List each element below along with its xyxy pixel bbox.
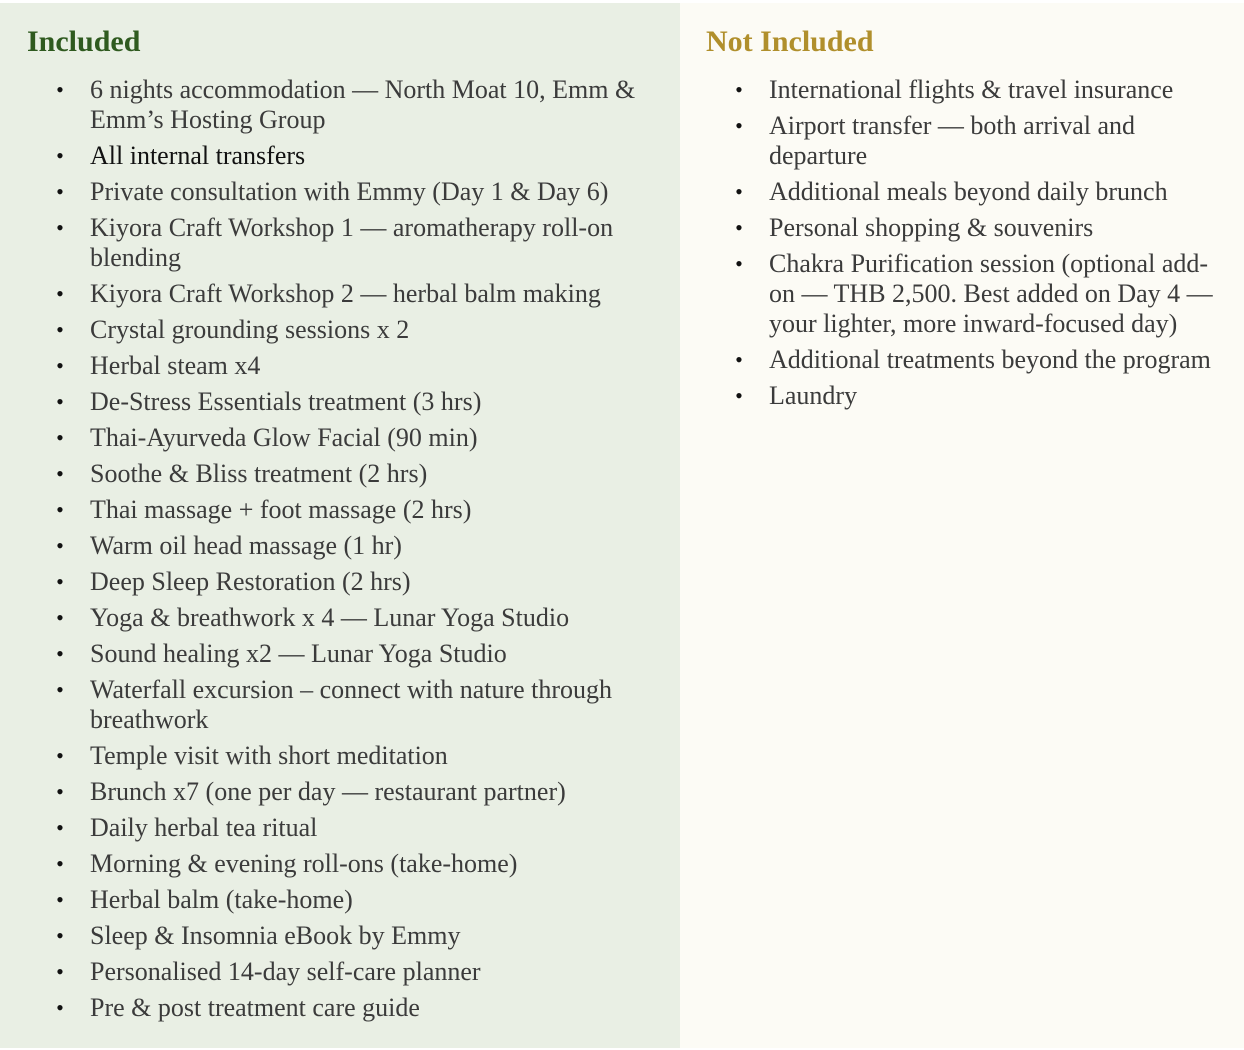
included-item: • Crystal grounding sessions x 2 [27,315,680,345]
included-item: • Soothe & Bliss treatment (2 hrs) [27,459,680,489]
bullet-icon: • [56,389,64,414]
bullet-icon: • [56,923,64,948]
not-included-item: • Additional treatments beyond the program [706,345,1244,375]
bullet-icon: • [56,215,64,240]
not-included-item: • Chakra Purification session (optional add-on — THB 2,500. Best added on Day 4 — your lighter, more inward-focused day) [706,249,1244,339]
inclusions-panel [0,3,1244,1048]
included-item: • Morning & evening roll-ons (take-home) [27,849,680,879]
bullet-icon: • [56,143,64,168]
not-included-item: • Laundry [706,381,1244,411]
included-item: • De-Stress Essentials treatment (3 hrs) [27,387,680,417]
included-item: • Pre & post treatment care guide [27,993,680,1023]
not-included-heading: Not Included [706,25,874,58]
included-item: • Sound healing x2 — Lunar Yoga Studio [27,639,680,669]
bullet-icon: • [56,461,64,486]
bullet-icon: • [56,995,64,1020]
bullet-icon: • [56,179,64,204]
included-item: • Herbal balm (take-home) [27,885,680,915]
included-item: • Thai-Ayurveda Glow Facial (90 min) [27,423,680,453]
bullet-icon: • [56,779,64,804]
bullet-icon: • [735,113,743,138]
not-included-column [680,3,1244,1048]
bullet-icon: • [56,497,64,522]
included-item: • Temple visit with short meditation [27,741,680,771]
bullet-icon: • [735,215,743,240]
bullet-icon: • [735,179,743,204]
bullet-icon: • [56,77,64,102]
bullet-icon: • [56,317,64,342]
bullet-icon: • [56,851,64,876]
included-heading: Included [27,25,141,58]
included-item: • Sleep & Insomnia eBook by Emmy [27,921,680,951]
not-included-list [706,75,1244,411]
bullet-icon: • [56,605,64,630]
not-included-item: • Airport transfer — both arrival and departure [706,111,1244,171]
not-included-item: • Additional meals beyond daily brunch [706,177,1244,207]
included-item: • Kiyora Craft Workshop 2 — herbal balm making [27,279,680,309]
not-included-item: • International flights & travel insurance [706,75,1244,105]
bullet-icon: • [56,641,64,666]
included-item: • Herbal steam x4 [27,351,680,381]
bullet-icon: • [56,743,64,768]
bullet-icon: • [56,281,64,306]
included-item: • Private consultation with Emmy (Day 1 & Day 6) [27,177,680,207]
bullet-icon: • [56,425,64,450]
included-item: • Deep Sleep Restoration (2 hrs) [27,567,680,597]
included-item: • Thai massage + foot massage (2 hrs) [27,495,680,525]
included-item: • Warm oil head massage (1 hr) [27,531,680,561]
included-item: • 6 nights accommodation — North Moat 10, Emm & Emm’s Hosting Group [27,75,680,135]
included-column [0,3,680,1048]
not-included-item: • Personal shopping & souvenirs [706,213,1244,243]
included-item: • Yoga & breathwork x 4 — Lunar Yoga Studio [27,603,680,633]
included-item: • Daily herbal tea ritual [27,813,680,843]
bullet-icon: • [735,251,743,276]
bullet-icon: • [56,959,64,984]
bullet-icon: • [56,887,64,912]
included-item: • Kiyora Craft Workshop 1 — aromatherapy roll-on blending [27,213,680,273]
bullet-icon: • [735,77,743,102]
bullet-icon: • [735,347,743,372]
bullet-icon: • [56,569,64,594]
included-item: • Personalised 14-day self-care planner [27,957,680,987]
bullet-icon: • [735,383,743,408]
bullet-icon: • [56,353,64,378]
bullet-icon: • [56,533,64,558]
included-item: • Brunch x7 (one per day — restaurant partner) [27,777,680,807]
bullet-icon: • [56,815,64,840]
included-item: • Waterfall excursion – connect with nature through breathwork [27,675,680,735]
included-item: • All internal transfers [27,141,680,171]
included-list [27,75,680,1023]
bullet-icon: • [56,677,64,702]
